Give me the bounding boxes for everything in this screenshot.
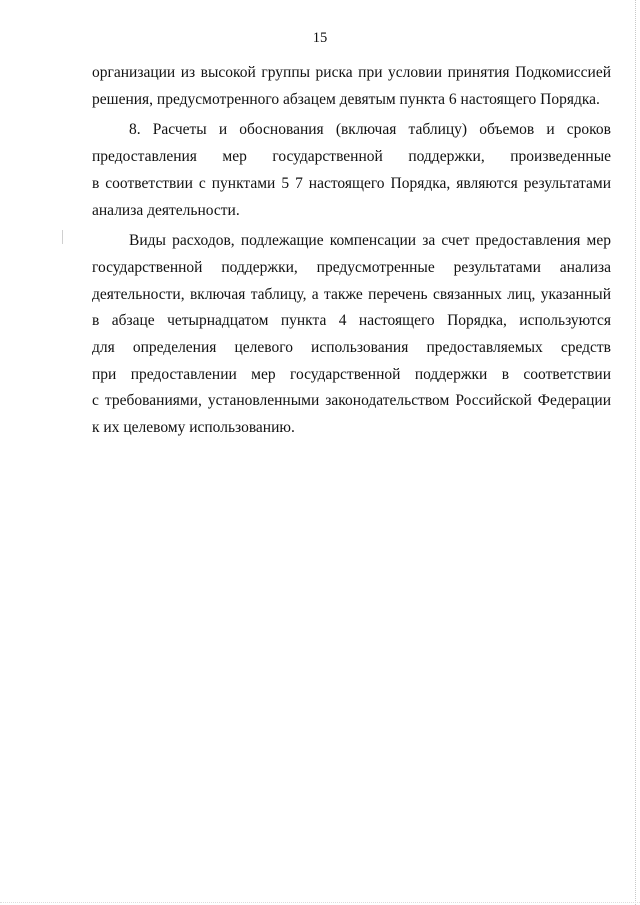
paragraph-continuation xyxy=(92,60,611,113)
text-line: в соответствии с пунктами 5 7 настоящего Порядка, являются результатами xyxy=(92,174,611,192)
page-number: 15 xyxy=(312,30,328,46)
text-line: для определения целевого использования предоставляемых средств xyxy=(92,339,611,357)
paragraph-expense-types xyxy=(92,228,611,442)
document-body xyxy=(92,60,611,446)
text-line: к их целевому использованию. xyxy=(92,419,295,437)
text-line: решения, предусмотренного абзацем девятым пункта 6 настоящего Порядка. xyxy=(92,90,600,108)
text-line: деятельности, включая таблицу, а также перечень связанных лиц, указанный xyxy=(92,285,611,303)
text-line: организации из высокой группы риска при условии принятия Подкомиссией xyxy=(92,64,611,81)
scan-speck-mark xyxy=(62,230,63,244)
text-line: при предоставлении мер государственной поддержки в соответствии xyxy=(92,365,611,383)
text-line: в абзаце четырнадцатом пункта 4 настоящего Порядка, используются xyxy=(92,312,611,330)
text-line: анализа деятельности. xyxy=(92,201,240,219)
text-line: государственной поддержки, предусмотренные результатами анализа xyxy=(92,258,611,276)
text-line: с требованиями, установленными законодательством Российской Федерации xyxy=(92,392,611,410)
text-line: Виды расходов, подлежащие компенсации за счет предоставления мер xyxy=(129,232,611,250)
paragraph-item-8 xyxy=(92,117,611,224)
scan-edge-mark xyxy=(635,0,638,905)
text-line: предоставления мер государственной поддержки, произведенные xyxy=(92,148,611,166)
text-line: 8. Расчеты и обоснования (включая таблицу) объемов и сроков xyxy=(129,121,611,139)
